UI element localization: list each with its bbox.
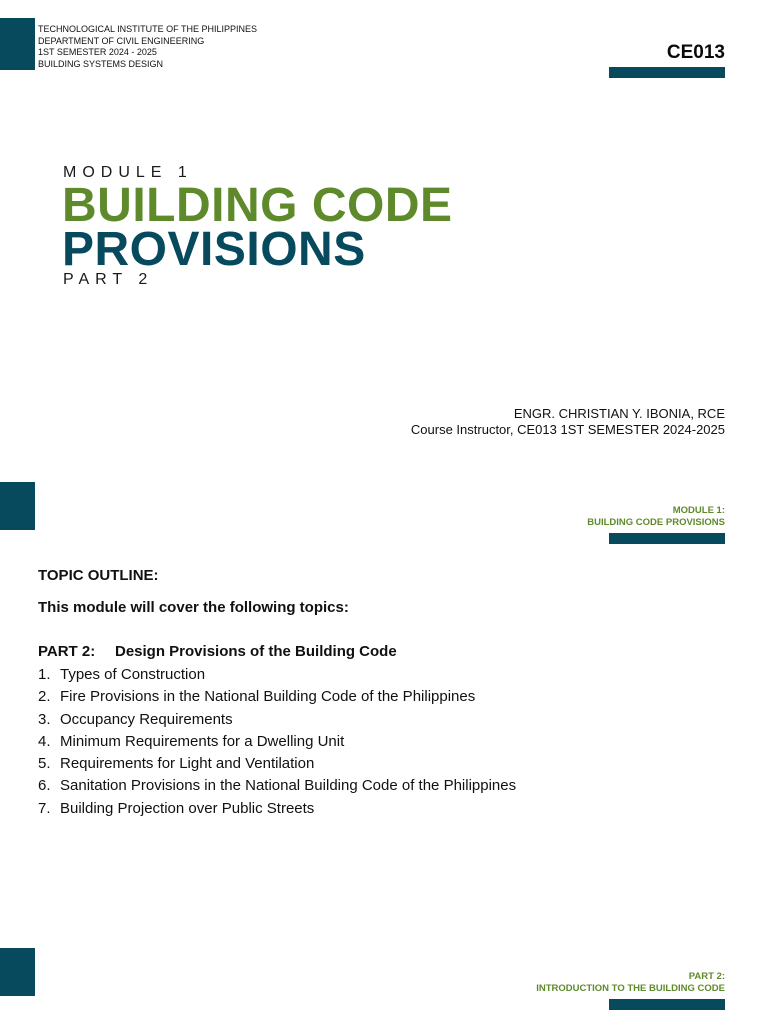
list-item [38, 664, 516, 686]
page-header-part [536, 971, 725, 995]
list-item [38, 798, 516, 820]
list-item-text: Types of Construction [60, 666, 206, 683]
course-code: CE013 [666, 42, 725, 63]
list-item [38, 753, 516, 775]
institution-header [38, 24, 257, 70]
page-header-line-1: PART 2: [688, 971, 725, 982]
page-header-module [587, 505, 725, 529]
department-line: DEPARTMENT OF CIVIL ENGINEERING [38, 35, 205, 46]
part-heading-label: PART 2: [38, 643, 96, 660]
list-item-text: Building Projection over Public Streets [60, 799, 315, 817]
list-item-text: Sanitation Provisions in the National Building Code of the Philippines [60, 777, 517, 795]
list-item-number: 1. [38, 666, 51, 683]
corner-block-bottom [0, 948, 35, 996]
list-item-text: Fire Provisions in the National Building Code of the Philippines [60, 688, 476, 706]
list-item [38, 775, 516, 797]
list-item-number: 7. [38, 799, 51, 817]
instructor-name: ENGR. CHRISTIAN Y. IBONIA, RCE [513, 406, 725, 421]
list-item [38, 686, 516, 708]
list-item-number: 4. [38, 732, 51, 750]
outline-intro: This module will cover the following topics: [38, 599, 349, 616]
list-item-number: 5. [38, 755, 51, 773]
list-item-text: Requirements for Light and Ventilation [60, 755, 315, 773]
list-item-text: Occupancy Requirements [60, 710, 233, 728]
list-item-text: Minimum Requirements for a Dwelling Unit [60, 732, 345, 750]
part-heading [38, 643, 397, 660]
page-header-line-2: BUILDING CODE PROVISIONS [587, 517, 725, 528]
subject-line: BUILDING SYSTEMS DESIGN [38, 58, 164, 69]
semester-line: 1ST SEMESTER 2024 - 2025 [38, 47, 157, 57]
list-item-number: 3. [38, 710, 51, 728]
list-item [38, 731, 516, 753]
topic-list [38, 664, 516, 820]
header-accent-bar [609, 67, 725, 78]
page-footer-accent-bar [609, 999, 725, 1010]
part-label: PART 2 [63, 271, 154, 288]
title-line-2: PROVISIONS [62, 223, 366, 276]
module-label: MODULE 1 [63, 164, 193, 181]
outline-heading: TOPIC OUTLINE: [38, 567, 159, 584]
institution-line: TECHNOLOGICAL INSTITUTE OF THE PHILIPPINES [38, 24, 258, 34]
list-item-number: 6. [38, 777, 51, 795]
instructor-role: Course Instructor, CE013 1ST SEMESTER 2024-2025 [410, 422, 725, 437]
corner-block-middle [0, 482, 35, 530]
title-line-1: BUILDING CODE [62, 179, 453, 232]
page-header-accent-bar [609, 533, 725, 544]
page-header-line-1: MODULE 1: [672, 505, 725, 516]
page-header-line-2: INTRODUCTION TO THE BUILDING CODE [536, 983, 725, 994]
instructor-block [411, 406, 725, 438]
part-heading-title: Design Provisions of the Building Code [115, 643, 397, 660]
corner-block-top [0, 18, 35, 70]
list-item [38, 709, 516, 731]
list-item-number: 2. [38, 688, 51, 706]
